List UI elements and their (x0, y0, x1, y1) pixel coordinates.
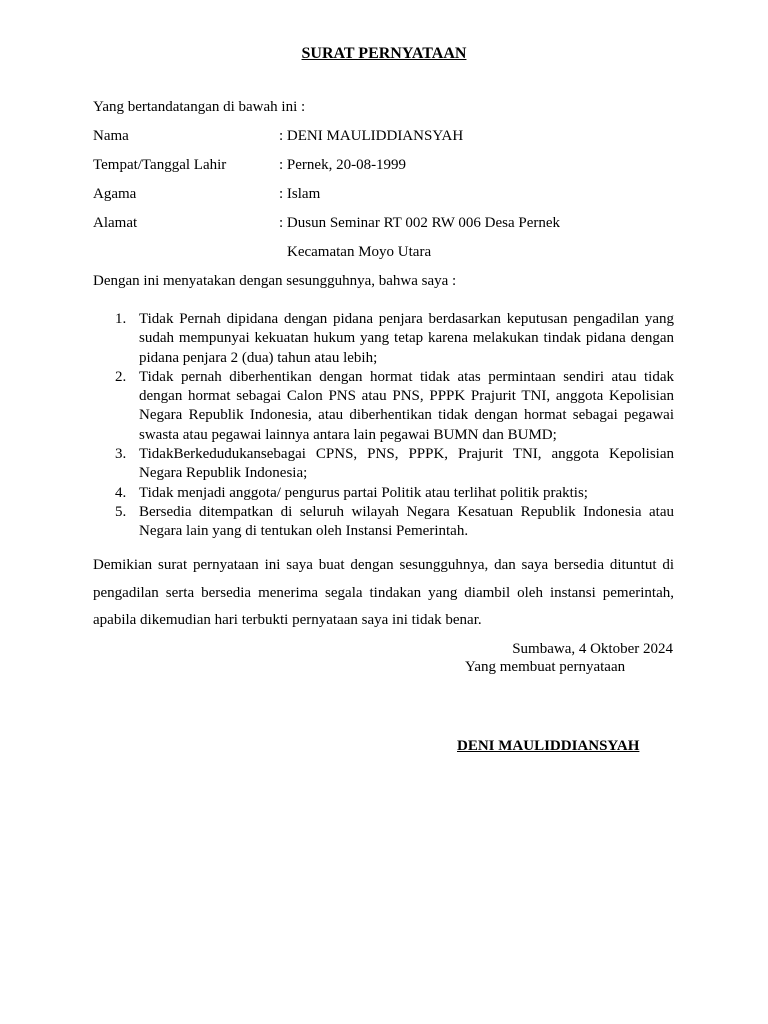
intro-text: Yang bertandatangan di bawah ini : (93, 99, 306, 115)
field-value-nama: : DENI MAULIDDIANSYAH (279, 128, 464, 144)
statement-item-5: Bersedia ditempatkan di seluruh wilayah Negara Kesatuan Republik Indonesia atau Negara lain yang di tentukan oleh Instansi Pemerintah. (139, 503, 674, 540)
field-value-agama: : Islam (279, 186, 321, 202)
field-value-alamat: : Dusun Seminar RT 002 RW 006 Desa Pernek (279, 215, 561, 231)
statement-item-2: Tidak pernah diberhentikan dengan hormat tidak atas permintaan sendiri atau tidak dengan hormat sebagai Calon PNS atau PNS, PPPK Prajurit TNI, anggota Kepolisian Negara Republik Indonesia, atau diberhentikan tidak dengan hormat sebagai pegawai swasta atau pegawai lainnya antara lain pegawai BUMN dan BUMD; (139, 368, 674, 443)
field-label-ttl: Tempat/Tanggal Lahir (93, 157, 227, 173)
closing-paragraph: Demikian surat pernyataan ini saya buat dengan sesungguhnya, dan saya bersedia dituntut di pengadilan serta bersedia menerima segala tindakan yang diambil oleh instansi pemerintah, apabila dikemudian hari terbukti pernyataan saya ini tidak benar. (93, 557, 674, 628)
statement-item-4: Tidak menjadi anggota/ pengurus partai Politik atau terlihat politik praktis; (139, 484, 588, 501)
place-date: Sumbawa, 4 Oktober 2024 (512, 641, 673, 657)
statement-list (93, 310, 674, 542)
maker-label: Yang membuat pernyataan (465, 659, 626, 675)
statement-item-1: Tidak Pernah dipidana dengan pidana penjara berdasarkan keputusan pengadilan yang sudah mempunyai kekuatan hukum yang tetap karena melakukan tindak pidana dengan pidana penjara 2 (dua) tahun atau lebih; (139, 311, 674, 366)
field-value-alamat-continuation: Kecamatan Moyo Utara (287, 244, 432, 260)
field-value-ttl: : Pernek, 20-08-1999 (279, 157, 407, 173)
field-label-agama: Agama (93, 186, 137, 202)
statement-item-3: TidakBerkedudukansebagai CPNS, PNS, PPPK, Prajurit TNI, anggota Kepolisian Negara Republik Indonesia; (139, 446, 674, 482)
statement-intro: Dengan ini menyatakan dengan sesungguhnya, bahwa saya : (93, 273, 457, 289)
signer-name: DENI MAULIDDIANSYAH (457, 738, 640, 754)
document-title: SURAT PERNYATAAN (301, 45, 467, 62)
field-label-alamat: Alamat (93, 215, 138, 231)
field-label-nama: Nama (93, 128, 129, 144)
